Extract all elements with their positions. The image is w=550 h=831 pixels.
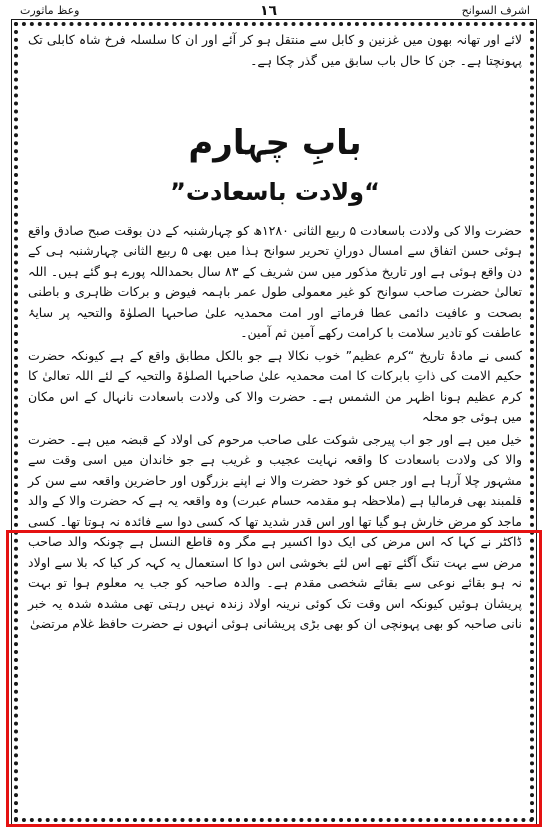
chapter-title: بابِ چہارم bbox=[188, 123, 362, 163]
intro-paragraph: لائے اور تھانہ بھون میں غزنین و کابل سے منتقل ہو کر آئے اور ان کا سلسلہ فرخ شاہ کابلی تک پہونچتا ہے۔ جن کا حال باب سابق میں گذر چکا ہے۔ bbox=[28, 32, 522, 68]
paragraph-birth-story: خیل میں ہے اور جو اب پیرجی شوکت علی صاحب مرحوم کی اولاد کے قبضہ میں ہے۔ حضرت والا کی ولادت باسعادت کا واقعہ نہایت عجیب و غریب ہے جو خاندان میں اسی وقت سے مشہور چلا آرہا ہے اور جس کو خود حضرت والا نے اپنے بزرگوں اور حاضرین واقعہ سے سن کر قلمبند بھی فرمالیا ہے (ملاحظہ ہو مقدمہ حسام عبرت) وہ واقعہ یہ ہے کہ حضرت والا کے والد ماجد کو مرض خارش ہو گیا تھا اور اس قدر شدید تھا کہ کسی دوا سے فائدہ نہ ہوتا تھا۔ کسی ڈاکٹر نے کہا کہ اس مرض کی ایک دوا اکسیر ہے مگر وہ قاطع النسل ہے چونکہ والد صاحب مرض سے بہت تنگ آگئے تھے اس لئے بخوشی اس دوا کا استعمال یہ کہہ کر کیا کہ بلا سے اولاد نہ ہو بقائے نوعی سے بقائے شخصی مقدم ہے۔ والدہ صاحبہ کو جب یہ معلوم ہوا تو بہت پریشان ہوئیں کیونکہ اس وقت تک کوئی نرینہ اولاد زندہ نہیں رہتی تھی مشدہ شدہ یہ خبر نانی صاحبہ کو بھی پہونچی ان کو بھی بڑی پریشانی ہوئی انہوں نے حضرت حافظ غلام مرتضیٰ bbox=[28, 431, 522, 632]
book-title: اشرف السوانح bbox=[461, 4, 530, 17]
page-number: ١٦ bbox=[260, 3, 278, 19]
chapter-subtitle: “ولادت باسعادت” bbox=[170, 177, 380, 206]
chapter-heading bbox=[28, 123, 522, 207]
paragraph-chronogram: کسی نے مادۂ تاریخ “کرم عظیم” خوب نکالا ہے جو بالکل مطابق واقع کے ہے کیونکہ حضرت حکیم الامت کی ذاتِ بابرکات کا امت محمدیہ علیٰ صاحبہا الصلوٰۃ والتحیہ کے لئے اللہ تعالیٰ کا کرم عظیم ہونا اظہر من الشمس ہے۔ حضرت والا کی ولادت باسعادت نانہال کے اس مکان میں ہوئی جو محلہ bbox=[28, 347, 522, 425]
page-body bbox=[28, 30, 522, 635]
running-header: وعظ ماثورت bbox=[20, 4, 80, 17]
paragraph-birth-date: حضرت والا کی ولادت باسعادت ۵ ربیع الثانی ۱۲۸۰ھ کو چہارشنبہ کے دن بوقت صبح صادق واقع ہوئی حسن اتفاق سے امسال دورانِ تحریر سوانح ہذا میں بھی ۵ ربیع الثانی چہارشنبہ ہی کے دن واقع ہوئی ہے اور تاریخ مذکور میں سن شریف کے ۸۳ سال بحمداللہ پورے ہو گئے ہیں۔ اللہ تعالیٰ حضرت صاحب سوانح کو غیر معمولی طول عمر باہمہ فیوض و برکات ظاہری و باطنی بصحت و عافیت دائمی عطا فرماتے اور امت محمدیہ علیٰ صاحبہا الصلوٰۃ والتحیہ پر سایۂ عاطفت کو تادیر سلامت با کرامت رکھے آمین ثم آمین۔ bbox=[28, 222, 522, 341]
page-header bbox=[20, 2, 530, 20]
